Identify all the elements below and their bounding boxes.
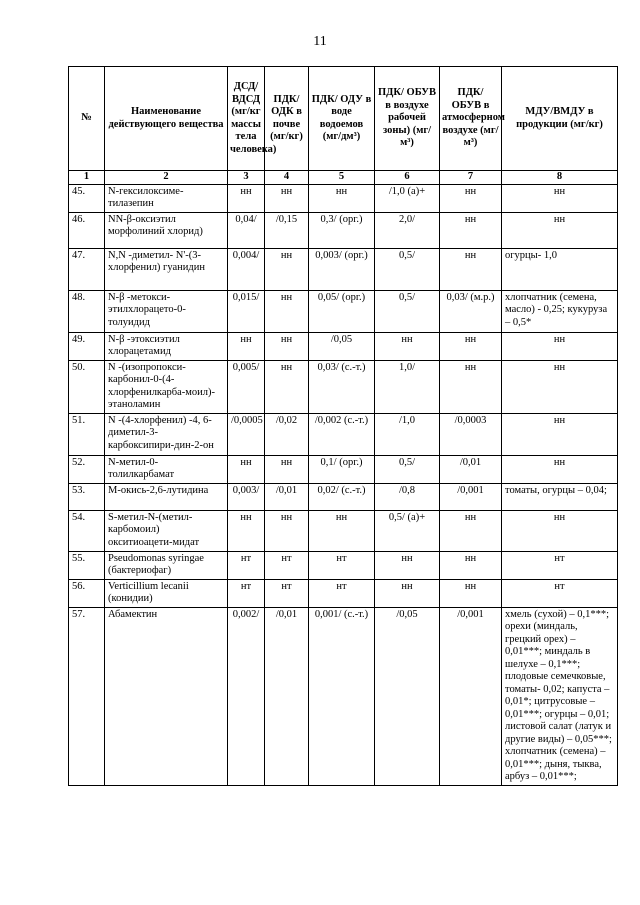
header-cell: Наименование действующего вещества [105, 67, 228, 171]
value-cell: /0,0005 [228, 413, 265, 455]
value-cell: нн [265, 360, 309, 413]
value-cell: нн [502, 332, 618, 360]
value-cell: нн [265, 248, 309, 290]
value-cell: 0,04/ [228, 212, 265, 248]
value-cell: 0,003/ (орг.) [309, 248, 375, 290]
substance-name-cell: Pseudomonas syringae (бактериофаг) [105, 551, 228, 579]
substance-name-cell: N-β -этоксиэтил хлорацетамид [105, 332, 228, 360]
table-row [69, 483, 618, 510]
value-cell: нн [375, 579, 440, 607]
header-cell: МДУ/ВМДУ в продукции (мг/кг) [502, 67, 618, 171]
value-cell: нн [228, 510, 265, 551]
header-cell: ПДК/ ОБУВ в воздухе рабочей зоны) (мг/м³) [375, 67, 440, 171]
row-number-cell: 56. [69, 579, 105, 607]
table-body [69, 184, 618, 785]
value-cell: /1,0 (а)+ [375, 184, 440, 212]
value-cell: /0,15 [265, 212, 309, 248]
value-cell: 0,5/ [375, 290, 440, 332]
value-cell: нн [440, 360, 502, 413]
value-cell: нн [265, 184, 309, 212]
column-number: 4 [265, 171, 309, 185]
value-cell: нн [502, 413, 618, 455]
value-cell: нн [440, 184, 502, 212]
value-cell: /0,001 [440, 607, 502, 785]
column-number: 7 [440, 171, 502, 185]
header-cell: ПДК/ ОДУ в воде водоемов (мг/дм³) [309, 67, 375, 171]
row-number-cell: 46. [69, 212, 105, 248]
table-row [69, 332, 618, 360]
value-cell: /0,05 [309, 332, 375, 360]
value-cell: нн [265, 332, 309, 360]
table-row [69, 290, 618, 332]
value-cell: нт [228, 579, 265, 607]
header-row [69, 67, 618, 171]
value-cell: /0,8 [375, 483, 440, 510]
value-cell: 2,0/ [375, 212, 440, 248]
row-number-cell: 45. [69, 184, 105, 212]
value-cell: 0,001/ (с.-т.) [309, 607, 375, 785]
value-cell: 0,5/ [375, 455, 440, 483]
value-cell: нт [228, 551, 265, 579]
value-cell: /1,0 [375, 413, 440, 455]
value-cell: нн [502, 455, 618, 483]
value-cell: 0,5/ (а)+ [375, 510, 440, 551]
value-cell: нн [440, 579, 502, 607]
value-cell: 0,03/ (с.-т.) [309, 360, 375, 413]
row-number-cell: 52. [69, 455, 105, 483]
value-cell: /0,01 [265, 607, 309, 785]
table-row [69, 551, 618, 579]
value-cell: нн [228, 184, 265, 212]
value-cell: нн [265, 455, 309, 483]
value-cell: нн [502, 360, 618, 413]
value-cell: /0,0003 [440, 413, 502, 455]
table-row [69, 607, 618, 785]
value-cell: хмель (сухой) – 0,1***; орехи (миндаль, грецкий орех) – 0,01***; миндаль в шелухе – 0,1***; плодовые семечковые, томаты- 0,02; капуста – 0,01*; цитрусовые – 0,01***; огурцы – 0,01; листовой салат (латук и другие виды) – 0,05***; хлопчатник (семена) – 0,01***; дыня, тыква, арбуз – 0,01***; [502, 607, 618, 785]
value-cell: 0,1/ (орг.) [309, 455, 375, 483]
substance-name-cell: N -(изопропокси-карбонил-0-(4-хлорфенилкарба-моил)-этаноламин [105, 360, 228, 413]
table-row [69, 360, 618, 413]
value-cell: /0,01 [440, 455, 502, 483]
header-cell: № [69, 67, 105, 171]
column-number: 6 [375, 171, 440, 185]
header-cell: ДСД/ ВДСД (мг/кг массы тела человека) [228, 67, 265, 171]
row-number-cell: 54. [69, 510, 105, 551]
value-cell: нт [502, 551, 618, 579]
column-number: 1 [69, 171, 105, 185]
value-cell: нт [309, 579, 375, 607]
value-cell: 1,0/ [375, 360, 440, 413]
value-cell: хлопчатник (семена, масло) - 0,25; кукуруза – 0,5* [502, 290, 618, 332]
row-number-cell: 55. [69, 551, 105, 579]
value-cell: нт [309, 551, 375, 579]
value-cell: томаты, огурцы – 0,04; [502, 483, 618, 510]
row-number-cell: 51. [69, 413, 105, 455]
header-cell: ПДК/ ОДК в почве (мг/кг) [265, 67, 309, 171]
page-number: 11 [313, 34, 327, 49]
value-cell: /0,02 [265, 413, 309, 455]
column-number: 8 [502, 171, 618, 185]
value-cell: 0,02/ (с.-т.) [309, 483, 375, 510]
substance-name-cell: N-метил-0-толилкарбамат [105, 455, 228, 483]
table-row [69, 184, 618, 212]
value-cell: нт [265, 579, 309, 607]
substance-name-cell: N,N -диметил- N'-(3-хлорфенил) гуанидин [105, 248, 228, 290]
value-cell: 0,015/ [228, 290, 265, 332]
value-cell: нн [440, 510, 502, 551]
value-cell: нн [375, 551, 440, 579]
substance-name-cell: S-метил-N-(метил-карбомоил) окситиоацети-мидат [105, 510, 228, 551]
substances-table [68, 66, 618, 786]
value-cell: /0,002 (с.-т.) [309, 413, 375, 455]
value-cell: /0,001 [440, 483, 502, 510]
substance-name-cell: N-β -метокси-этилхлорацето-0-толуидид [105, 290, 228, 332]
value-cell: нн [265, 290, 309, 332]
row-number-cell: 47. [69, 248, 105, 290]
row-number-cell: 50. [69, 360, 105, 413]
table-row [69, 579, 618, 607]
column-number: 3 [228, 171, 265, 185]
row-number-cell: 57. [69, 607, 105, 785]
column-number: 2 [105, 171, 228, 185]
value-cell: нн [502, 212, 618, 248]
value-cell: /0,05 [375, 607, 440, 785]
value-cell: 0,5/ [375, 248, 440, 290]
substance-name-cell: М-окись-2,6-лутидина [105, 483, 228, 510]
table-row [69, 455, 618, 483]
value-cell: нн [440, 551, 502, 579]
substance-name-cell: N -(4-хлорфенил) -4, 6-диметил-3-карбоксипири-дин-2-он [105, 413, 228, 455]
substance-name-cell: N-гексилоксиме-тилазепин [105, 184, 228, 212]
value-cell: нн [375, 332, 440, 360]
value-cell: 0,005/ [228, 360, 265, 413]
value-cell: нн [502, 184, 618, 212]
value-cell: нн [265, 510, 309, 551]
table-row [69, 413, 618, 455]
value-cell: огурцы- 1,0 [502, 248, 618, 290]
substance-name-cell: Verticillium lecanii (конидии) [105, 579, 228, 607]
value-cell: нн [440, 332, 502, 360]
column-number: 5 [309, 171, 375, 185]
value-cell: нт [265, 551, 309, 579]
table-row [69, 510, 618, 551]
value-cell: нн [228, 455, 265, 483]
column-number-row [69, 171, 618, 185]
value-cell: 0,03/ (м.р.) [440, 290, 502, 332]
value-cell: 0,004/ [228, 248, 265, 290]
value-cell: нн [502, 510, 618, 551]
value-cell: нн [440, 212, 502, 248]
substance-name-cell: Абамектин [105, 607, 228, 785]
header-cell: ПДК/ ОБУВ в атмосферном воздухе (мг/м³) [440, 67, 502, 171]
value-cell: нт [502, 579, 618, 607]
table-row [69, 248, 618, 290]
value-cell: 0,05/ (орг.) [309, 290, 375, 332]
value-cell: нн [440, 248, 502, 290]
value-cell: нн [228, 332, 265, 360]
substance-name-cell: NN-β-оксиэтил морфолиний хлорид) [105, 212, 228, 248]
row-number-cell: 53. [69, 483, 105, 510]
value-cell: нн [309, 510, 375, 551]
value-cell: 0,3/ (орг.) [309, 212, 375, 248]
value-cell: нн [309, 184, 375, 212]
table-row [69, 212, 618, 248]
row-number-cell: 49. [69, 332, 105, 360]
row-number-cell: 48. [69, 290, 105, 332]
value-cell: 0,002/ [228, 607, 265, 785]
value-cell: /0,01 [265, 483, 309, 510]
value-cell: 0,003/ [228, 483, 265, 510]
